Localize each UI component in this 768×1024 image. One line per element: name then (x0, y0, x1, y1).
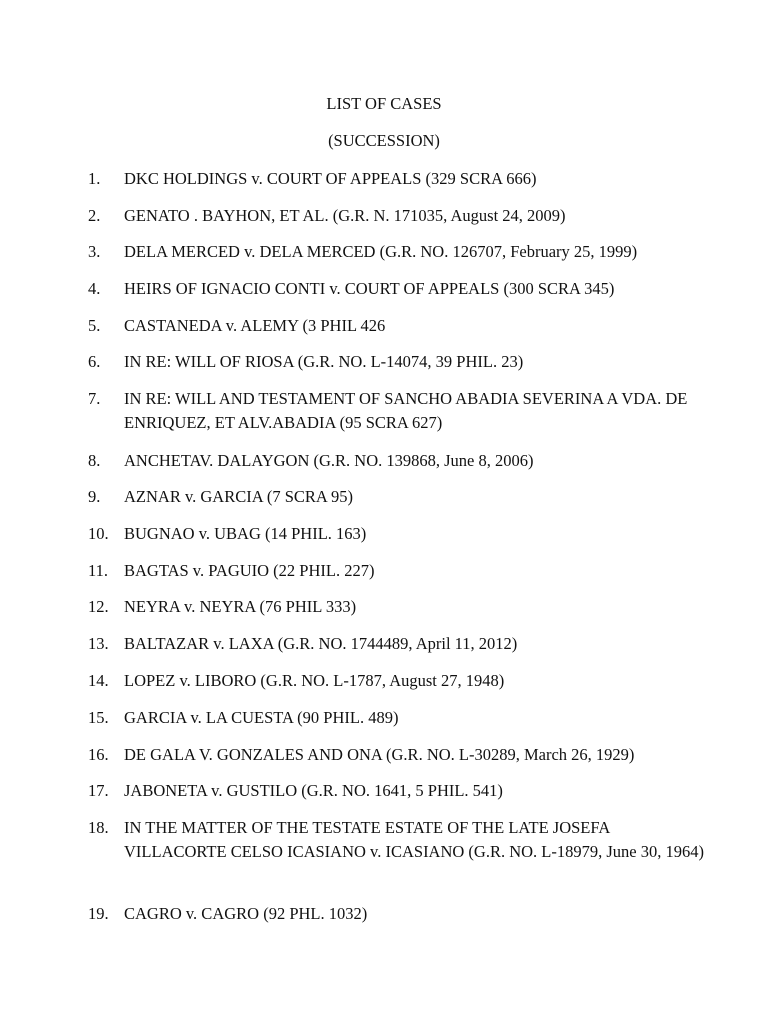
case-title: BUGNAO v. UBAG (14 PHIL. 163) (124, 524, 367, 543)
case-title: JABONETA v. GUSTILO (G.R. NO. 1641, 5 PHIL. 541) (124, 781, 503, 800)
case-number: 17. (88, 781, 109, 800)
case-number: 12. (88, 597, 109, 616)
case-number: 8. (88, 451, 101, 470)
case-title: ANCHETAV. DALAYGON (G.R. NO. 139868, June 8, 2006) (124, 451, 534, 470)
case-title: BALTAZAR v. LAXA (G.R. NO. 1744489, April 11, 2012) (124, 634, 518, 653)
case-title: NEYRA v. NEYRA (76 PHIL 333) (124, 597, 357, 616)
case-number: 7. (88, 389, 101, 408)
document-title: LIST OF CASES (326, 94, 442, 113)
case-number: 5. (88, 316, 101, 335)
case-number: 1. (88, 169, 101, 188)
case-number: 3. (88, 242, 101, 261)
case-number: 4. (88, 279, 101, 298)
case-title: DKC HOLDINGS v. COURT OF APPEALS (329 SCRA 666) (124, 169, 537, 188)
case-number: 9. (88, 487, 101, 506)
case-number: 2. (88, 206, 101, 225)
case-title: IN THE MATTER OF THE TESTATE ESTATE OF THE LATE JOSEFA VILLACORTE CELSO ICASIANO v. ICASIANO (G.R. NO. L-18979, June 30, 1964) (124, 818, 704, 861)
case-title: DELA MERCED v. DELA MERCED (G.R. NO. 126707, February 25, 1999) (124, 242, 638, 261)
case-title: BAGTAS v. PAGUIO (22 PHIL. 227) (124, 561, 375, 580)
case-title: CAGRO v. CAGRO (92 PHL. 1032) (124, 904, 368, 923)
case-title: DE GALA V. GONZALES AND ONA (G.R. NO. L-30289, March 26, 1929) (124, 745, 635, 764)
document-subtitle: (SUCCESSION) (328, 131, 440, 150)
case-number: 10. (88, 524, 109, 543)
case-number: 16. (88, 745, 109, 764)
case-title: IN RE: WILL OF RIOSA (G.R. NO. L-14074, 39 PHIL. 23) (124, 352, 524, 371)
case-title: IN RE: WILL AND TESTAMENT OF SANCHO ABADIA SEVERINA A VDA. DE ENRIQUEZ, ET ALV.ABADIA (95 SCRA 627) (124, 389, 688, 432)
case-title: GENATO . BAYHON, ET AL. (G.R. N. 171035, August 24, 2009) (124, 206, 566, 225)
case-title: GARCIA v. LA CUESTA (90 PHIL. 489) (124, 708, 399, 727)
case-number: 15. (88, 708, 109, 727)
case-title: HEIRS OF IGNACIO CONTI v. COURT OF APPEALS (300 SCRA 345) (124, 279, 615, 298)
case-number: 19. (88, 904, 109, 923)
case-title: AZNAR v. GARCIA (7 SCRA 95) (124, 487, 354, 506)
case-number: 18. (88, 818, 109, 837)
case-number: 6. (88, 352, 101, 371)
case-title: CASTANEDA v. ALEMY (3 PHIL 426 (124, 316, 386, 335)
case-number: 11. (88, 561, 109, 580)
case-title: LOPEZ v. LIBORO (G.R. NO. L-1787, August 27, 1948) (124, 671, 505, 690)
case-number: 13. (88, 634, 109, 653)
case-number: 14. (88, 671, 109, 690)
